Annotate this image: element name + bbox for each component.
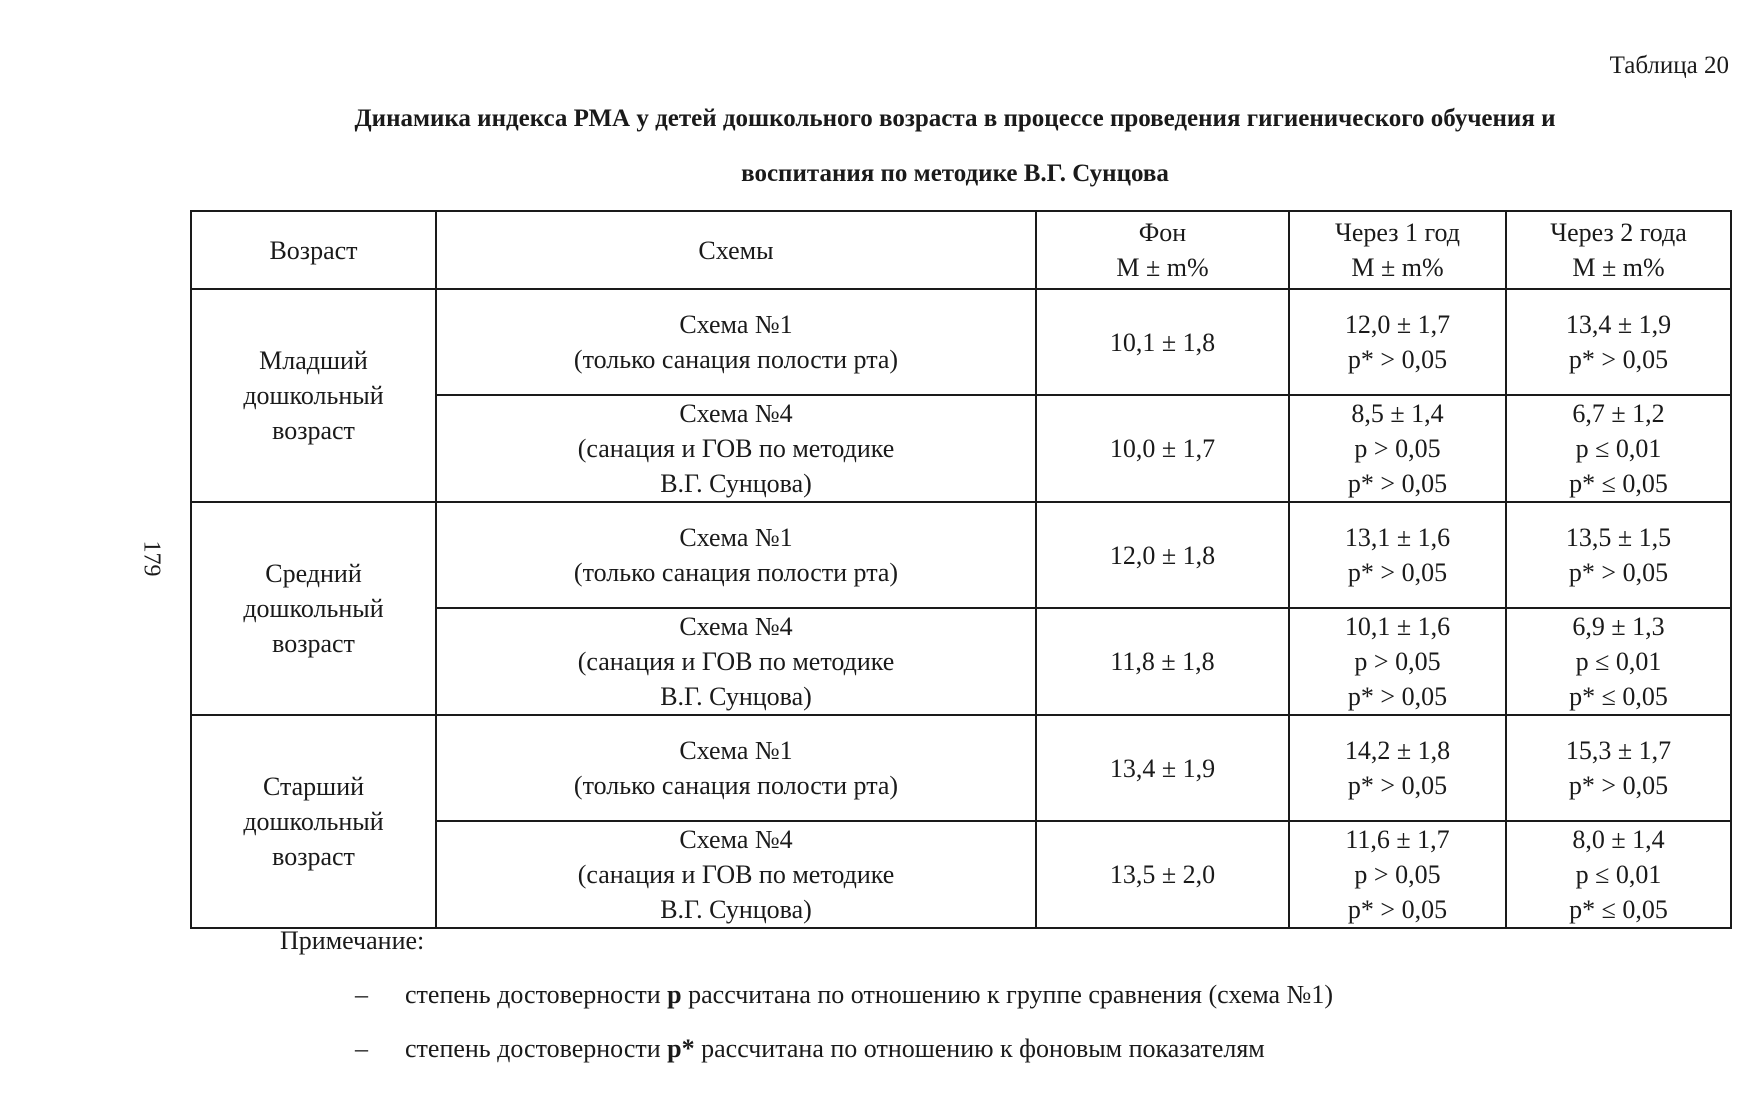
- age-line: Старший: [262, 772, 365, 801]
- pma-index-table: [190, 210, 1732, 929]
- after-1-year-cell: [1289, 502, 1506, 608]
- table-row: [191, 502, 1731, 608]
- after-1-year-cell: [1289, 289, 1506, 395]
- after-1-year-cell: [1289, 821, 1506, 928]
- scheme-line: (только санация полости рта): [573, 558, 899, 587]
- scheme-line: Схема №1: [679, 310, 793, 339]
- background-value: 10,1 ± 1,8: [1036, 289, 1289, 395]
- value-line: p* > 0,05: [1347, 345, 1448, 374]
- value-line: 12,0 ± 1,7: [1344, 310, 1451, 339]
- scheme-line: (только санация полости рта): [573, 345, 899, 374]
- header-after-2-years-label: Через 2 года: [1550, 218, 1687, 247]
- background-value: 13,5 ± 2,0: [1036, 821, 1289, 928]
- after-2-years-cell: [1506, 289, 1731, 395]
- background-value: 10,0 ± 1,7: [1036, 395, 1289, 502]
- background-value: 11,8 ± 1,8: [1036, 608, 1289, 715]
- note-symbol-p-star: p*: [667, 1034, 695, 1063]
- value-line: p > 0,05: [1354, 860, 1441, 889]
- scheme-line: Схема №4: [679, 825, 793, 854]
- value-line: p ≤ 0,01: [1575, 647, 1662, 676]
- note-dash: –: [355, 980, 368, 1009]
- age-group-cell: [191, 502, 436, 715]
- age-group-cell: [191, 289, 436, 502]
- table-label: Таблица 20: [1609, 52, 1729, 79]
- after-2-years-cell: [1506, 821, 1731, 928]
- value-line: p ≤ 0,01: [1575, 434, 1662, 463]
- header-background-label: Фон: [1138, 218, 1187, 247]
- header-age: Возраст: [191, 211, 436, 289]
- scheme-line: Схема №1: [679, 736, 793, 765]
- table-row: [191, 715, 1731, 821]
- age-group-cell: [191, 715, 436, 928]
- header-scheme: Схемы: [436, 211, 1036, 289]
- note-title: Примечание:: [280, 926, 425, 955]
- value-line: 8,5 ± 1,4: [1351, 399, 1444, 428]
- scheme-line: (санация и ГОВ по методике: [577, 647, 895, 676]
- table-title-line-2: воспитания по методике В.Г. Сунцова: [741, 160, 1169, 187]
- note-text: рассчитана по отношению к группе сравнения (схема №1): [681, 980, 1333, 1009]
- age-line: дошкольный: [243, 594, 384, 623]
- age-line: дошкольный: [243, 807, 384, 836]
- after-1-year-cell: [1289, 715, 1506, 821]
- value-line: p* > 0,05: [1347, 469, 1448, 498]
- after-2-years-cell: [1506, 715, 1731, 821]
- note-text: степень достоверности: [405, 1034, 668, 1063]
- header-after-1-year-unit: M ± m%: [1351, 253, 1444, 282]
- after-1-year-cell: [1289, 395, 1506, 502]
- value-line: p ≤ 0,01: [1575, 860, 1662, 889]
- note-text: степень достоверности: [405, 980, 668, 1009]
- value-line: 8,0 ± 1,4: [1572, 825, 1665, 854]
- scheme-line: (только санация полости рта): [573, 771, 899, 800]
- value-line: p* > 0,05: [1347, 682, 1448, 711]
- value-line: p* ≤ 0,05: [1569, 682, 1668, 711]
- value-line: p* > 0,05: [1568, 345, 1669, 374]
- scheme-line: В.Г. Сунцова): [660, 895, 812, 924]
- value-line: 14,2 ± 1,8: [1344, 736, 1451, 765]
- value-line: 6,7 ± 1,2: [1572, 399, 1665, 428]
- scheme-cell: [436, 502, 1036, 608]
- scheme-line: Схема №4: [679, 612, 793, 641]
- value-line: 6,9 ± 1,3: [1572, 612, 1665, 641]
- note-item-p-star: [355, 1034, 1265, 1064]
- note-dash: –: [355, 1034, 368, 1063]
- age-line: дошкольный: [243, 381, 384, 410]
- scheme-line: (санация и ГОВ по методике: [577, 434, 895, 463]
- header-background: [1036, 211, 1289, 289]
- background-value: 12,0 ± 1,8: [1036, 502, 1289, 608]
- value-line: p* > 0,05: [1568, 771, 1669, 800]
- value-line: p* > 0,05: [1347, 771, 1448, 800]
- value-line: p* > 0,05: [1347, 895, 1448, 924]
- note-text: рассчитана по отношению к фоновым показателям: [694, 1034, 1265, 1063]
- page-number: 179: [138, 540, 165, 577]
- scheme-line: В.Г. Сунцова): [660, 682, 812, 711]
- note-item-p: [355, 980, 1333, 1010]
- age-line: возраст: [272, 629, 355, 658]
- table-row: [191, 289, 1731, 395]
- age-line: возраст: [272, 842, 355, 871]
- scheme-line: (санация и ГОВ по методике: [577, 860, 895, 889]
- note-symbol-p: p: [667, 980, 682, 1009]
- value-line: 13,1 ± 1,6: [1344, 523, 1451, 552]
- value-line: p > 0,05: [1354, 434, 1441, 463]
- after-2-years-cell: [1506, 395, 1731, 502]
- scheme-line: В.Г. Сунцова): [660, 469, 812, 498]
- value-line: 13,5 ± 1,5: [1565, 523, 1672, 552]
- value-line: p > 0,05: [1354, 647, 1441, 676]
- value-line: 10,1 ± 1,6: [1344, 612, 1451, 641]
- table-title-line-1: Динамика индекса РМА у детей дошкольного возраста в процессе проведения гигиенического обучения и: [354, 105, 1556, 132]
- age-line: Средний: [265, 559, 362, 588]
- scheme-cell: [436, 715, 1036, 821]
- header-row: [191, 211, 1731, 289]
- scheme-cell: [436, 821, 1036, 928]
- after-2-years-cell: [1506, 608, 1731, 715]
- background-value: 13,4 ± 1,9: [1036, 715, 1289, 821]
- header-after-2-years: [1506, 211, 1731, 289]
- age-line: возраст: [272, 416, 355, 445]
- value-line: p* ≤ 0,05: [1569, 895, 1668, 924]
- value-line: p* > 0,05: [1568, 558, 1669, 587]
- header-after-1-year-label: Через 1 год: [1334, 218, 1461, 247]
- after-1-year-cell: [1289, 608, 1506, 715]
- header-background-unit: M ± m%: [1116, 253, 1209, 282]
- value-line: 13,4 ± 1,9: [1565, 310, 1672, 339]
- age-line: Младший: [259, 346, 368, 375]
- scheme-cell: [436, 289, 1036, 395]
- scheme-cell: [436, 395, 1036, 502]
- header-after-2-years-unit: M ± m%: [1572, 253, 1665, 282]
- value-line: p* > 0,05: [1347, 558, 1448, 587]
- value-line: 15,3 ± 1,7: [1565, 736, 1672, 765]
- scheme-cell: [436, 608, 1036, 715]
- value-line: p* ≤ 0,05: [1569, 469, 1668, 498]
- header-after-1-year: [1289, 211, 1506, 289]
- value-line: 11,6 ± 1,7: [1345, 825, 1450, 854]
- after-2-years-cell: [1506, 502, 1731, 608]
- scheme-line: Схема №4: [679, 399, 793, 428]
- scheme-line: Схема №1: [679, 523, 793, 552]
